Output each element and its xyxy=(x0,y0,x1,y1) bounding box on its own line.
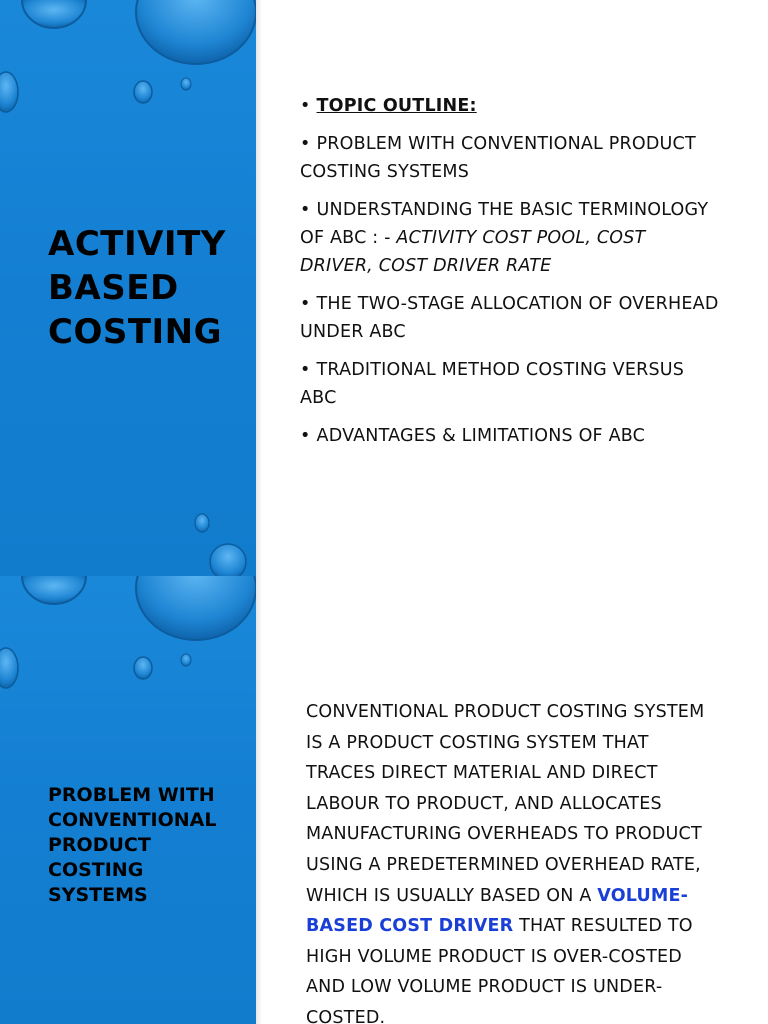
slide-title xyxy=(48,222,248,354)
side-panel xyxy=(0,576,256,1024)
bullet: • xyxy=(300,294,311,314)
slide-title-line: COSTING xyxy=(48,859,144,881)
outline-item xyxy=(300,290,720,346)
slide-title xyxy=(48,783,248,908)
outline-item-text: PROBLEM WITH CONVENTIONAL PRODUCT COSTING SYSTEMS xyxy=(300,134,696,182)
outline-heading: TOPIC OUTLINE: xyxy=(316,96,477,116)
body-text-end: THAT RESULTED TO HIGH VOLUME PRODUCT IS OVER-COSTED AND LOW VOLUME PRODUCT IS UNDER-COSTED. xyxy=(306,916,693,1024)
slide-title-line: SYSTEMS xyxy=(48,884,148,906)
outline-item xyxy=(300,356,720,412)
bullet: • xyxy=(300,200,311,220)
outline-item-text: UNDERSTANDING THE BASIC TERMINOLOGY OF ABC : - xyxy=(300,200,709,248)
slide-title-line: PRODUCT xyxy=(48,834,151,856)
body-text-start: CONVENTIONAL PRODUCT COSTING SYSTEM IS A PRODUCT COSTING SYSTEM THAT TRACES DIRECT MATERIAL AND DIRECT LABOUR TO PRODUCT, AND ALLOCATES MANUFACTURING OVERHEADS TO PRODUCT USING A PREDETERMINED OVERHEAD RATE, WHICH IS USUALLY BASED ON A xyxy=(306,702,705,906)
body-paragraph xyxy=(306,697,716,1024)
panel-edge-shadow xyxy=(256,576,262,1024)
slide-2 xyxy=(0,576,768,1024)
bullet: • xyxy=(300,96,311,116)
outline-item-text: TRADITIONAL METHOD COSTING VERSUS ABC xyxy=(300,360,685,408)
slide-title-line: BASED xyxy=(48,268,179,308)
outline-item-italic: ACTIVITY COST POOL, COST DRIVER, COST DRIVER RATE xyxy=(300,228,646,276)
slide-title-line: CONVENTIONAL xyxy=(48,809,217,831)
outline-item-text: THE TWO-STAGE ALLOCATION OF OVERHEAD UNDER ABC xyxy=(300,294,719,342)
topic-outline xyxy=(300,92,720,460)
slide-title-line: PROBLEM WITH xyxy=(48,784,215,806)
outline-item xyxy=(300,196,720,280)
outline-heading-item xyxy=(300,92,720,120)
bullet: • xyxy=(300,360,311,380)
side-panel xyxy=(0,0,256,576)
panel-edge-shadow xyxy=(256,0,262,576)
slide-title-line: ACTIVITY xyxy=(48,224,226,264)
slide-title-line: COSTING xyxy=(48,312,223,352)
outline-item xyxy=(300,130,720,186)
outline-item xyxy=(300,422,720,450)
bullet: • xyxy=(300,426,311,446)
highlight-term: VOLUME-BASED COST DRIVER xyxy=(306,885,689,937)
outline-item-text: ADVANTAGES & LIMITATIONS OF ABC xyxy=(316,426,646,446)
bullet: • xyxy=(300,134,311,154)
